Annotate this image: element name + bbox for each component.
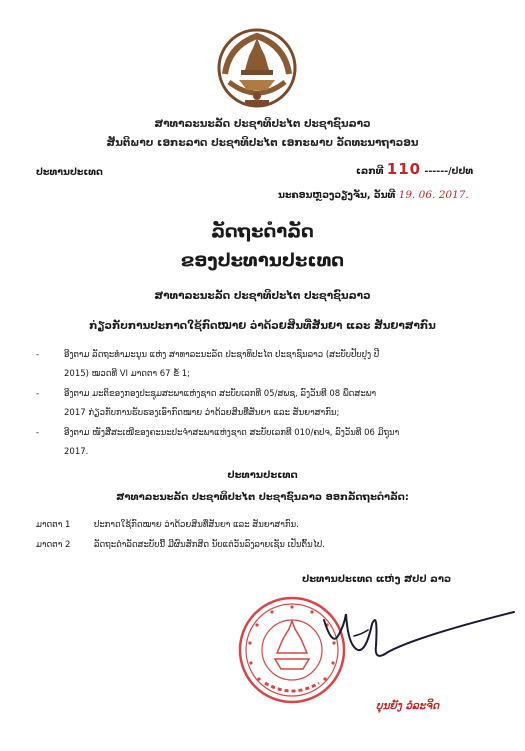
- article-item: [36, 540, 506, 560]
- document-number-value: 110: [386, 160, 422, 178]
- state-motto: ສັນຕິພາບ ເອກະລາດ ປະຊາທິປະໄຕ ເອກະພາບ ວັດທະນາຖາວອນ: [106, 137, 419, 149]
- article-text: ລັດຖະດຳລັດສະບັບນີ້ ມີຜົນສັກສິດ ນັບແຕ່ວັນລົງລາຍເຊັນ ເປັນຕົ້ນໄປ.: [94, 540, 325, 550]
- decree-title: ລັດຖະດຳລັດ: [211, 221, 314, 242]
- handwritten-signature: [318, 606, 518, 666]
- reference-line: 2017 ກ່ຽວກັບການຮັບຮອງເອົາກົດໝາຍ ວ່າດ້ວຍສິນທີ່ສັນຍາ ແລະ ສັນຍາສາກົນ;: [64, 408, 340, 418]
- references-list: [36, 346, 496, 463]
- article-label: ມາດຕາ 1: [36, 520, 71, 530]
- document-date-value: 19. 06. 2017.: [398, 189, 469, 201]
- reference-line: ອີງຕາມ ໜັງສືສະເໜີຂອງຄະນະປະຈຳສະພາແຫ່ງຊາດ ສະບັບເລກທີ 010/ຄປຈ, ລົງວັນທີ 06 ມິຖຸນາ: [64, 428, 400, 438]
- signer-name: ບຸນຍັງ ວໍລະຈິດ: [376, 700, 440, 712]
- section-decree-line: ສາທາລະນະລັດ ປະຊາທິປະໄຕ ປະຊາຊົນລາວ ອອກລັດຖະດຳລັດ:: [116, 492, 409, 503]
- article-label: ມາດຕາ 2: [36, 540, 71, 550]
- bullet-dash: -: [36, 428, 40, 438]
- reference-item: [36, 424, 496, 462]
- national-emblem-icon: [215, 26, 299, 110]
- document-number-suffix: ------/ປປທ: [424, 166, 474, 177]
- state-name-header: ສາທາລະນະລັດ ປະຊາທິປະໄຕ ປະຊາຊົນລາວ: [154, 118, 371, 130]
- issuing-office: ປະທານປະເທດ: [36, 167, 103, 178]
- document-number: [356, 160, 473, 178]
- reference-line: 2015) ໝວດທີ VI ມາດຕາ 67 ຂໍ້ 1;: [64, 369, 191, 379]
- articles-list: [36, 520, 506, 560]
- subtitle-subject: ກ່ຽວກັບການປະກາດໃຊ້ກົດໝາຍ ວ່າດ້ວຍສິນທີ່ສັນຍາ ແລະ ສັນຍາສາກົນ: [89, 320, 436, 332]
- subtitle-state: ສາທາລະນະລັດ ປະຊາທິປະໄຕ ປະຊາຊົນລາວ: [154, 290, 371, 302]
- section-heading: ປະທານປະເທດ: [227, 470, 298, 481]
- bullet-dash: -: [36, 350, 40, 360]
- reference-line: ອີງຕາມ ລັດຖະທຳມະນູນ ແຫ່ງ ສາທາລະນະລັດ ປະຊາທິປະໄຕ ປະຊາຊົນລາວ (ສະບັບປັບປຸງ ປີ: [64, 350, 380, 360]
- reference-item: [36, 346, 496, 384]
- article-text: ປະກາດໃຊ້ກົດໝາຍ ວ່າດ້ວຍສິນທີ່ສັນຍາ ແລະ ສັນຍາສາກົນ.: [94, 520, 299, 530]
- document-number-prefix: ເລກທີ: [356, 166, 384, 177]
- article-item: [36, 520, 506, 540]
- bullet-dash: -: [36, 389, 40, 399]
- document-date-prefix: ນະຄອນຫຼວງວຽງຈັນ, ວັນທີ: [278, 190, 396, 201]
- document-date: [278, 189, 469, 201]
- signer-title: ປະທານປະເທດ ແຫ່ງ ສປປ ລາວ: [302, 574, 452, 585]
- reference-item: [36, 385, 496, 423]
- reference-line: ອີງຕາມ ມະຕິຂອງກອງປະຊຸມສະພາແຫ່ງຊາດ ສະບັບເລກທີ 05/ສພຊ, ລົງວັນທີ 08 ພຶດສະພາ: [64, 389, 377, 399]
- decree-title-issuer: ຂອງປະທານປະເທດ: [180, 250, 345, 271]
- reference-line: 2017.: [64, 447, 89, 457]
